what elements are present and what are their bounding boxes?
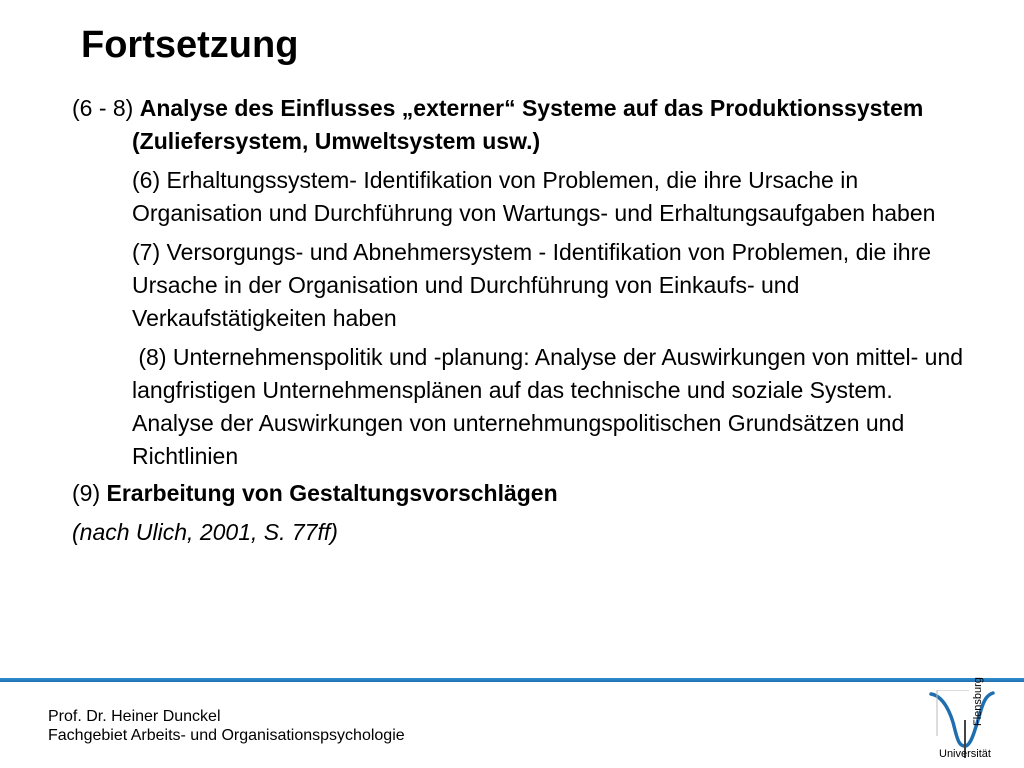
- section-6-8-heading: Analyse des Einflusses „externer“ Systeme auf das Produktionssystem (Zuliefersystem, Umweltsystem usw.): [132, 95, 924, 154]
- slide-title: Fortsetzung: [81, 24, 299, 66]
- citation: (nach Ulich, 2001, S. 77ff): [72, 519, 338, 545]
- section-9: [72, 477, 972, 510]
- slide-content: [72, 92, 972, 549]
- footer: [48, 707, 405, 745]
- logo-text-flensburg: Flensburg: [972, 677, 984, 726]
- section-6-8: [72, 92, 972, 158]
- footer-divider: [0, 678, 1024, 682]
- logo-text-universitaet: Universität: [939, 748, 991, 760]
- footer-author: Prof. Dr. Heiner Dunckel: [48, 708, 221, 725]
- list-item-7: (7) Versorgungs- und Abnehmersystem - Identifikation von Problemen, die ihre Ursache in der Organisation und Durchführung von Einkaufs- und Verkaufstätigkeiten haben: [132, 239, 932, 331]
- list-item-8: (8) Unternehmenspolitik und -planung: Analyse der Auswirkungen von mittel- und langfristigen Unternehmensplänen auf das technische und soziale System. Analyse der Auswirkungen von unternehmungspolitischen Grundsätzen und Richtlinien: [132, 344, 970, 469]
- section-9-prefix: (9): [72, 480, 107, 506]
- section-9-heading: Erarbeitung von Gestaltungsvorschlägen: [106, 480, 558, 506]
- footer-department: Fachgebiet Arbeits- und Organisationspsychologie: [48, 727, 405, 744]
- section-6-8-prefix: (6 - 8): [72, 95, 140, 121]
- list-item-6: (6) Erhaltungssystem- Identifikation von Problemen, die ihre Ursache in Organisation und Durchführung von Wartungs- und Erhaltungsaufgaben haben: [132, 167, 936, 226]
